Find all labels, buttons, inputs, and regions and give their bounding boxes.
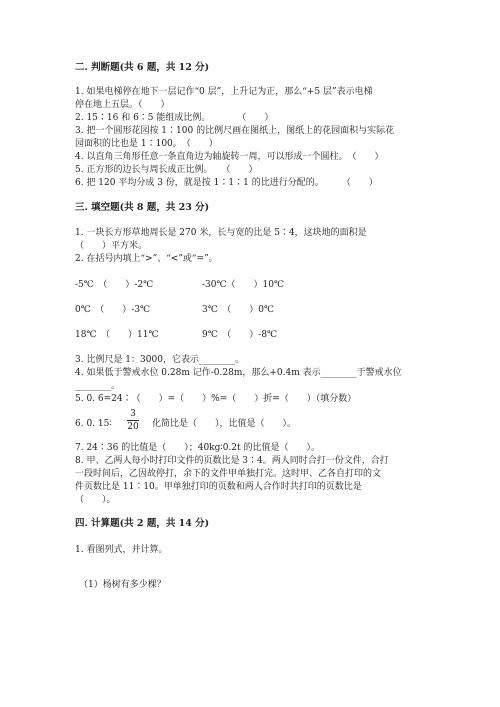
q3-4-line2: ________。 xyxy=(75,381,121,391)
q2-2: 2. 15∶16 和 6∶5 能组成比例。 （ ） xyxy=(75,113,274,123)
compare-1a: -5℃ （ ）-2℃ xyxy=(75,280,154,290)
q2-4: 4. 以直角三角形任意一条直角边为轴旋转一周，可以形成一个圆柱。 （ ） xyxy=(75,152,384,162)
q3-5: 5. 0. 6=24∶（ ）=（ ）%=（ ）折=（ ）（填分数） xyxy=(75,394,357,404)
q2-3-line2: 园面积的比也是 1∶100。 （ ） xyxy=(75,139,218,149)
q3-7: 7. 24∶36 的比值是（ ）；40kg∶0.2t 的比值是（ ）。 xyxy=(75,443,321,453)
q3-6-suffix: 化简比是（ ），比值是（ ）。 xyxy=(152,419,297,429)
section-3-title: 三. 填空题(共 8 题，共 23 分) xyxy=(75,202,210,213)
q2-5: 5. 正方形的边长与周长成正比例。 （ ） xyxy=(75,165,258,175)
compare-3b: 9℃ （ ）-8℃ xyxy=(202,330,278,340)
q3-1-line2: （ ）平方米。 xyxy=(75,241,148,251)
q3-1-line1: 1. 一块长方形草地周长是 270 米，长与宽的比是 5∶4，这块地的面积是 xyxy=(75,228,367,238)
fraction-bar xyxy=(127,420,139,421)
q2-6: 6. 把 120 平均分成 3 份，就是按 1∶1∶1 的比进行分配的。 （ ） xyxy=(75,178,378,188)
compare-1b: -30℃（ ）10℃ xyxy=(202,280,285,290)
q4-1: 1. 看图列式，并计算。 xyxy=(75,545,168,555)
compare-3a: 18℃ （ ）11℃ xyxy=(75,330,159,340)
section-2-title: 二. 判断题(共 6 题，共 12 分) xyxy=(75,62,210,73)
q3-4-line1: 4. 如果低于警戒水位 0.28m 记作-0.28m，那么+0.4m 表示________于警戒水位 xyxy=(75,368,402,378)
q2-1-line2: 停在地上五层。（ ） xyxy=(75,100,170,110)
compare-2b: 3℃ （ ）0℃ xyxy=(202,305,275,315)
q3-8-line2: 一段时间后，乙因故停打，余下的文件甲单独打完。这时甲、乙各自打印的文 xyxy=(75,469,382,479)
q3-8-line1: 8. 甲、乙两人每小时打印文件的页数比是 3∶4。两人同时合打一份文件，合打 xyxy=(75,456,389,466)
q2-3-line1: 3. 把一个圆形花园按 1∶100 的比例尺画在图纸上，图纸上的花园面积与实际花 xyxy=(75,126,395,136)
q3-3: 3. 比例尺是 1：3000，它表示________。 xyxy=(75,355,244,365)
q2-1-line1: 1. 如果电梯停在地下一层记作“0 层”，上升记为正，那么“+5 层”表示电梯 xyxy=(75,87,373,97)
fraction-denominator: 20 xyxy=(127,422,139,432)
q3-8-line4: （ ）。 xyxy=(75,495,116,505)
section-4-title: 四. 计算题(共 2 题，共 14 分) xyxy=(75,518,210,529)
compare-2a: 0℃ （ ）-3℃ xyxy=(75,305,151,315)
q3-8-line3: 件页数比是 11∶10。甲单独打印的页数和两人合作时共打印的页数比是 xyxy=(75,482,362,492)
q3-6-prefix: 6. 0. 15∶ xyxy=(75,419,112,429)
q3-2: 2. 在括号内填上“>”、“<”或“=”。 xyxy=(75,254,218,264)
q4-1-sub1: （1）杨树有多少棵？ xyxy=(79,580,166,590)
fraction-numerator: 3 xyxy=(130,409,136,419)
